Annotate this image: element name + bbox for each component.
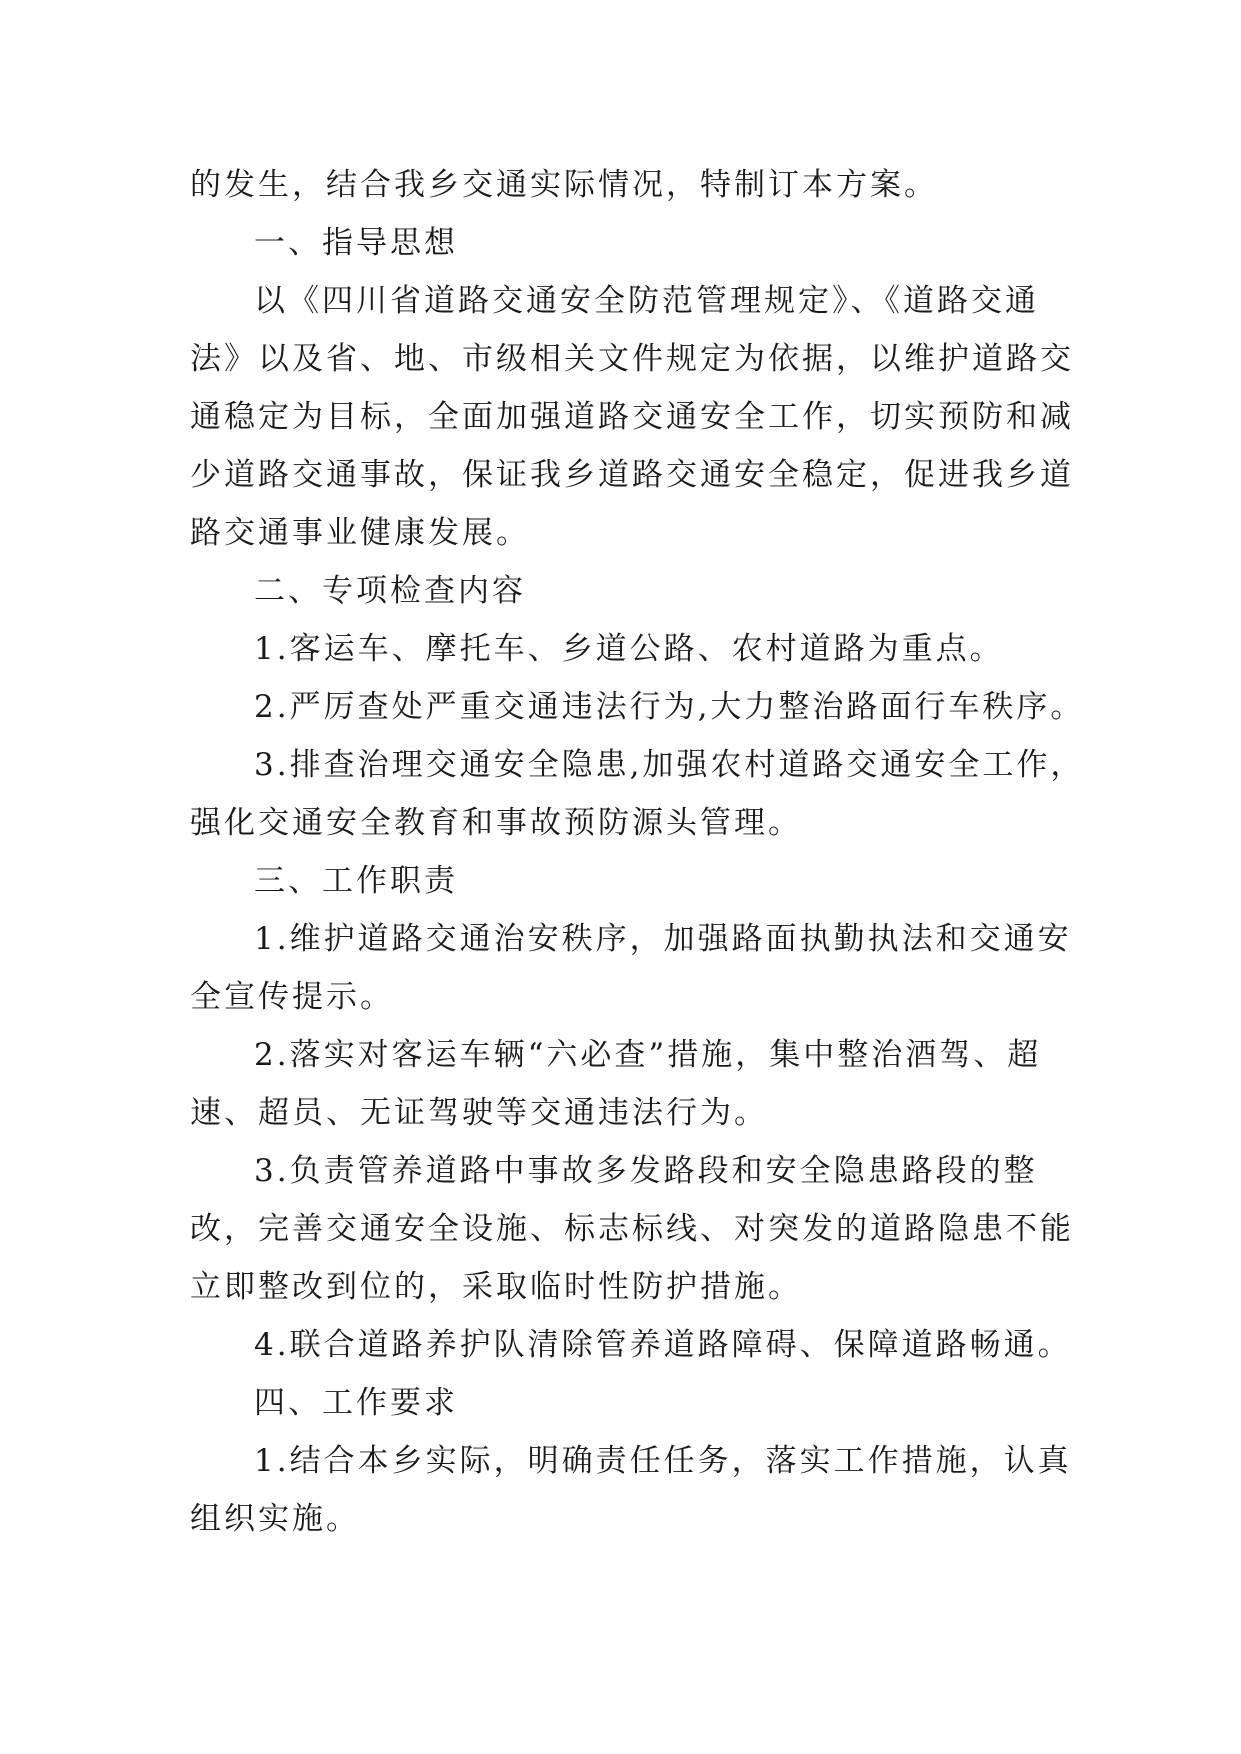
- list-item-inspection-1: 1.客运车、摩托车、乡道公路、农村道路为重点。: [254, 631, 1004, 667]
- paragraph-continuation: 的发生，结合我乡交通实际情况，特制订本方案。: [190, 167, 938, 203]
- list-item-responsibility-1: 1.维护道路交通治安秩序，加强路面执勤执法和交通安全宣传提示。: [190, 921, 1072, 1015]
- section-heading-requirements: 四、工作要求: [254, 1385, 458, 1421]
- section-heading-responsibilities: 三、工作职责: [254, 863, 458, 899]
- document-body: [190, 156, 1090, 1548]
- section-heading-inspection-content: 二、专项检查内容: [254, 573, 526, 609]
- paragraph-guiding-ideology: 以《四川省道路交通安全防范管理规定》、《道路交通法》以及省、地、市级相关文件规定为依据，以维护道路交通稳定为目标，全面加强道路交通安全工作，切实预防和减少道路交通事故，保证我乡道路交通安全稳定，促进我乡道路交通事业健康发展。: [190, 283, 1074, 551]
- list-item-responsibility-2: 2.落实对客运车辆“六必查”措施，集中整治酒驾、超速、超员、无证驾驶等交通违法行为。: [190, 1037, 1042, 1131]
- list-item-inspection-3: 3.排查治理交通安全隐患,加强农村道路交通安全工作，强化交通安全教育和事故预防源头管理。: [190, 747, 1085, 841]
- list-item-responsibility-4: 4.联合道路养护队清除管养道路障碍、保障道路畅通。: [254, 1327, 1072, 1363]
- section-heading-guiding-ideology: 一、指导思想: [254, 225, 458, 261]
- list-item-responsibility-3: 3.负责管养道路中事故多发路段和安全隐患路段的整改，完善交通安全设施、标志标线、对突发的道路隐患不能立即整改到位的，采取临时性防护措施。: [190, 1153, 1074, 1305]
- list-item-requirement-1: 1.结合本乡实际，明确责任任务，落实工作措施，认真组织实施。: [190, 1443, 1072, 1537]
- list-item-inspection-2: 2.严厉查处严重交通违法行为,大力整治路面行车秩序。: [254, 689, 1085, 725]
